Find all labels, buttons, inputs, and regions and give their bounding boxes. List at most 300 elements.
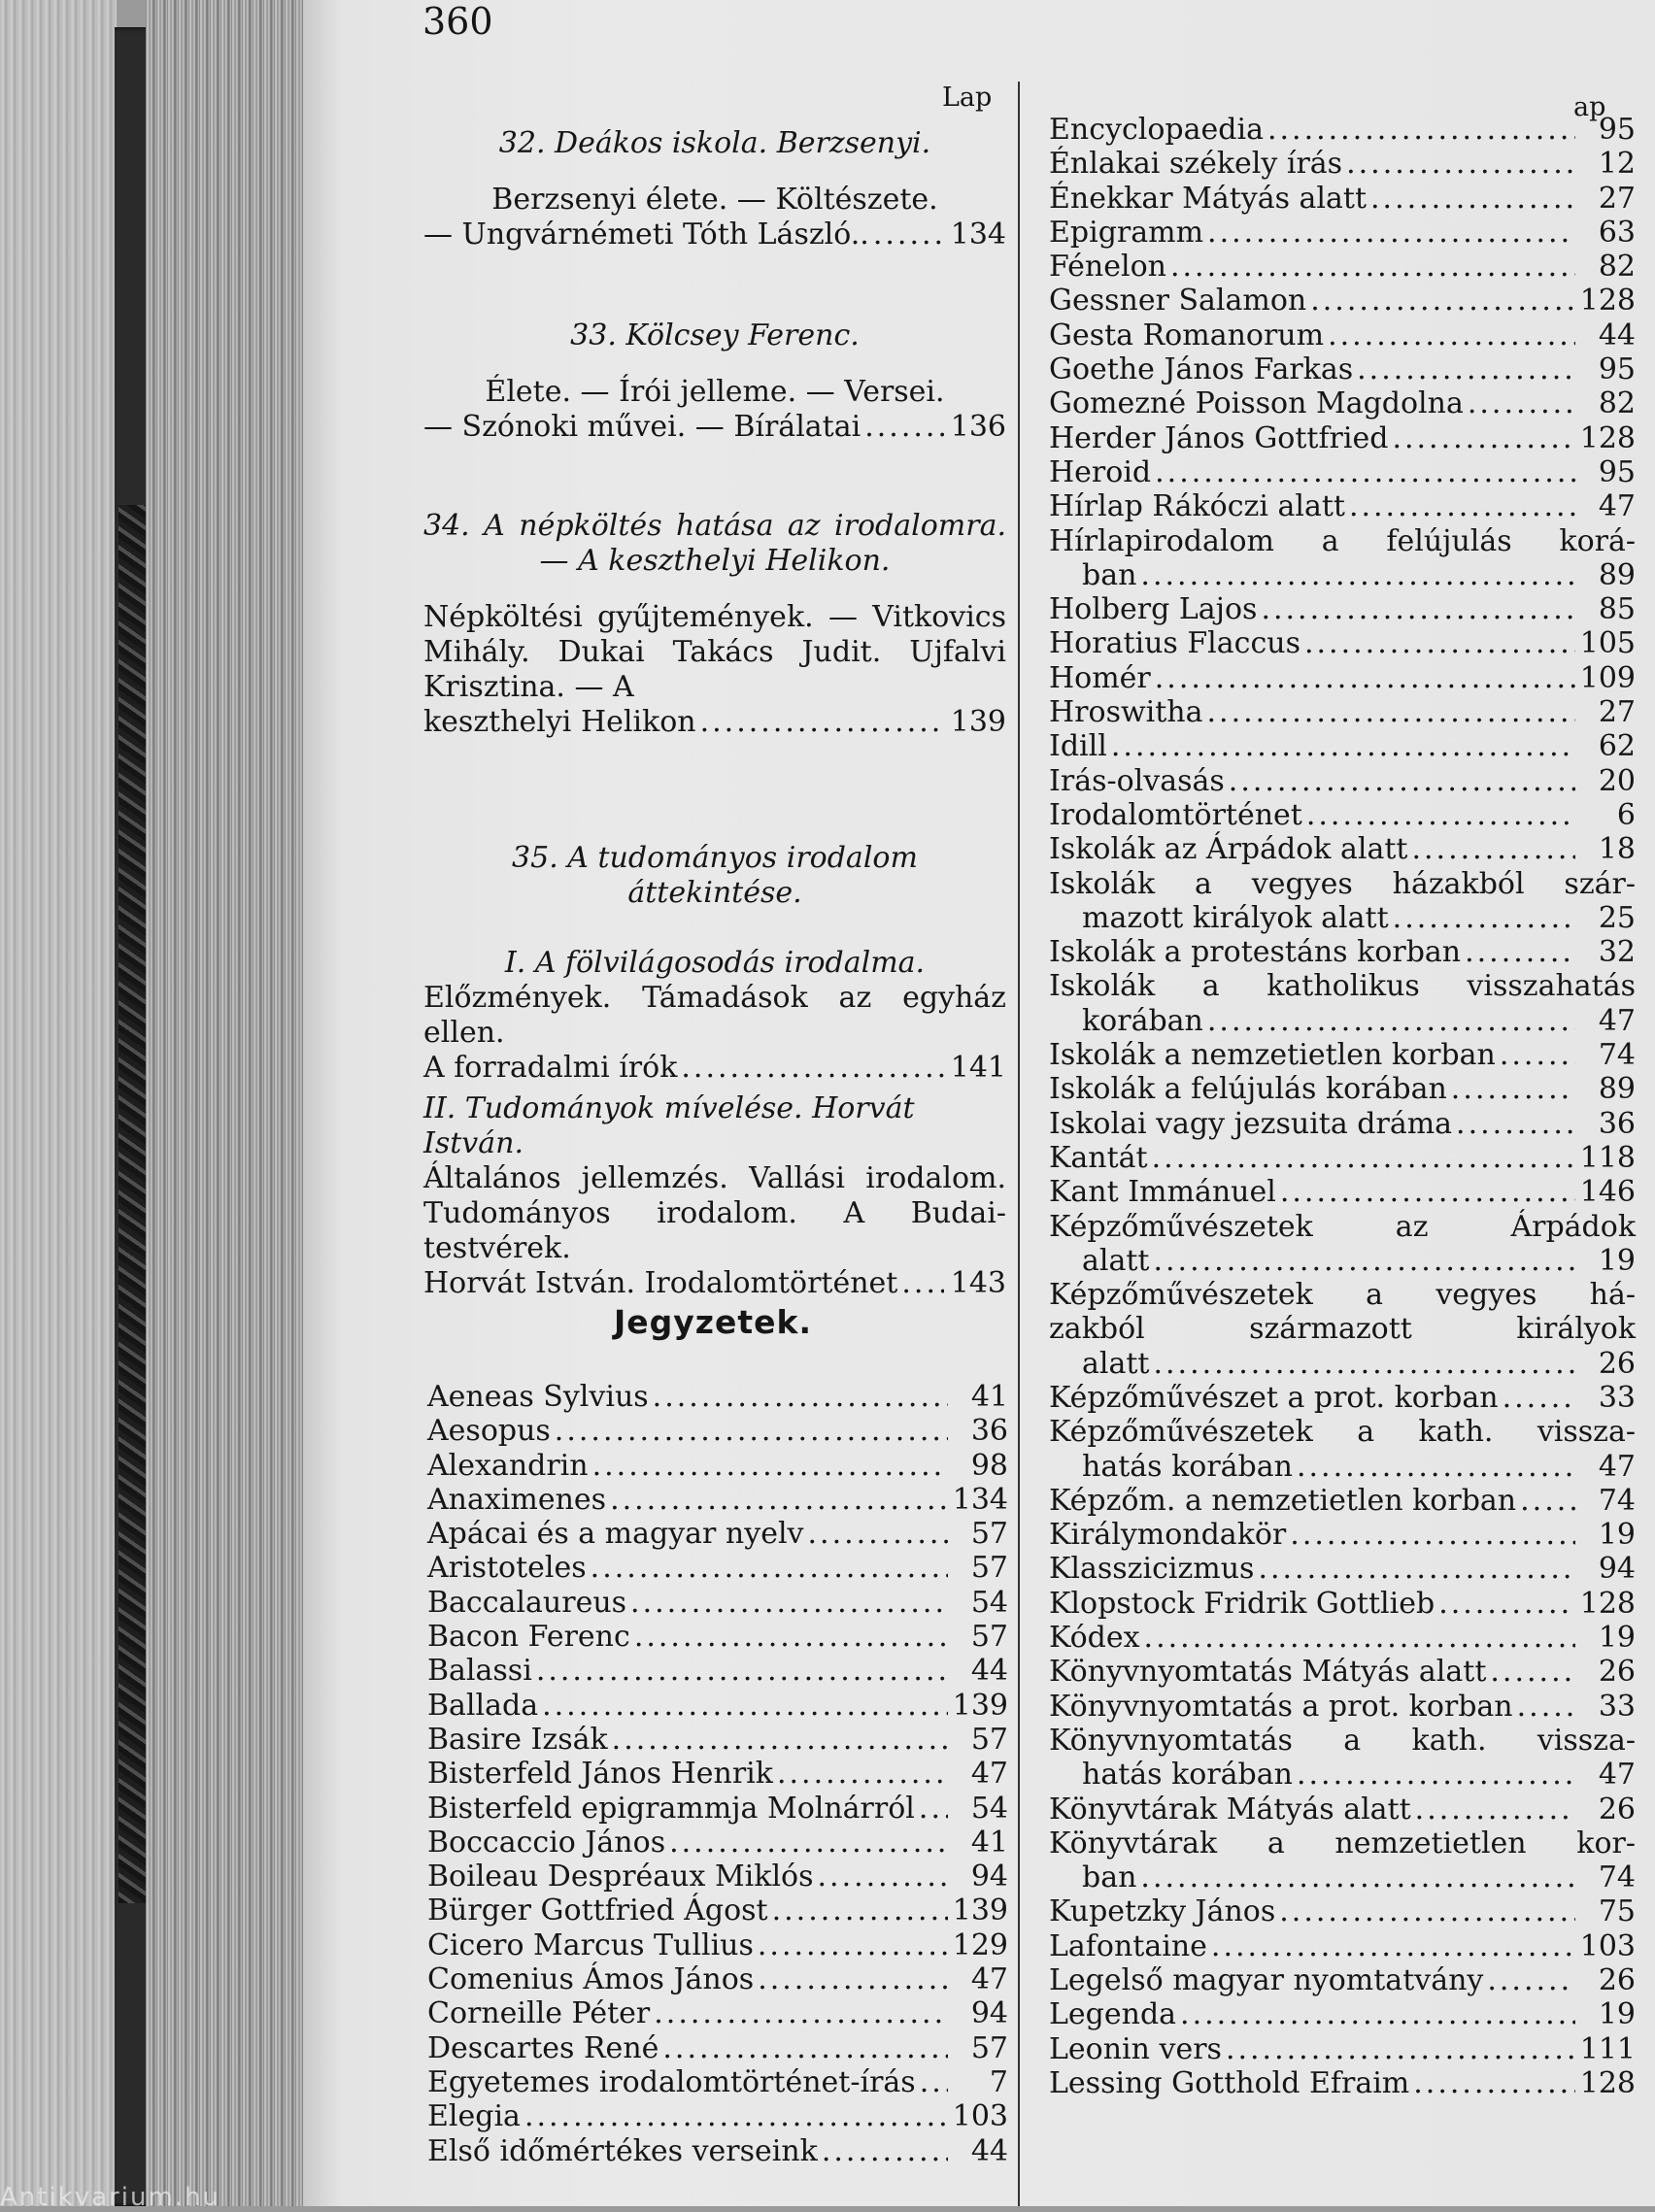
leader-dots bbox=[1180, 1997, 1575, 2031]
leader-dots bbox=[1261, 592, 1575, 626]
index-entry-text: Hroswitha bbox=[1049, 695, 1203, 730]
page-ref: 25 bbox=[1598, 900, 1636, 935]
index-entry-text: Heroid bbox=[1049, 454, 1152, 489]
page-ref: 74 bbox=[1598, 1038, 1636, 1073]
page-ref: 12 bbox=[1598, 147, 1636, 182]
index-entry bbox=[427, 1757, 1008, 1791]
index-entry-text: Bacon Ferenc bbox=[427, 1620, 630, 1655]
page-ref: 26 bbox=[1598, 1346, 1636, 1381]
index-entry bbox=[1049, 1484, 1636, 1518]
page-ref: 139 bbox=[950, 705, 1006, 739]
index-entry-text: Herder János Gottfried bbox=[1049, 420, 1389, 455]
section-35 bbox=[423, 841, 1006, 1301]
leader-dots bbox=[818, 1860, 949, 1894]
leader-dots bbox=[1500, 1038, 1575, 1072]
index-entry bbox=[1049, 147, 1636, 181]
page-ref: 36 bbox=[1598, 1106, 1636, 1141]
page-ref: 19 bbox=[1598, 1518, 1636, 1553]
index-entry-text: Lessing Gotthold Efraim bbox=[1049, 2065, 1410, 2100]
index-entry-text: Klasszicizmus bbox=[1049, 1552, 1255, 1587]
index-entry-text: Comenius Ámos János bbox=[427, 1962, 755, 1997]
page-ref: 95 bbox=[1598, 454, 1636, 489]
left-lap-label: Lap bbox=[942, 83, 993, 113]
leader-dots bbox=[920, 2065, 948, 2099]
index-entry bbox=[427, 1723, 1008, 1757]
index-entry-text: Képzőművészetek a vegyes há- bbox=[1049, 1278, 1636, 1313]
index-entry-text: Hírlapirodalom a felújulás korá- bbox=[1049, 523, 1636, 558]
page-ref: 94 bbox=[970, 1996, 1008, 2031]
index-entry bbox=[1049, 284, 1636, 318]
leader-dots bbox=[555, 1414, 948, 1448]
index-entry-text: Képzőm. a nemzetietlen korban bbox=[1049, 1483, 1517, 1518]
index-entry bbox=[1049, 935, 1636, 969]
page-ref: 44 bbox=[970, 2133, 1008, 2168]
index-entry-text: Goethe János Farkas bbox=[1049, 352, 1354, 387]
index-entry bbox=[427, 1380, 1008, 1414]
leader-dots bbox=[1258, 1552, 1575, 1586]
section-title: 33. Kölcsey Ferenc. bbox=[570, 318, 860, 352]
index-entry bbox=[427, 1826, 1008, 1860]
index-entry-text: Iskolák a felújulás korában bbox=[1049, 1072, 1447, 1107]
page-ref: 26 bbox=[1598, 1963, 1636, 1998]
index-entry-text: Ballada bbox=[427, 1688, 539, 1723]
index-entry bbox=[1049, 1655, 1636, 1689]
index-entry-text: Legelső magyar nyomtatvány bbox=[1049, 1963, 1484, 1998]
page-ref: 75 bbox=[1598, 1894, 1636, 1929]
leader-dots bbox=[1226, 2032, 1575, 2066]
index-entry bbox=[1049, 318, 1636, 352]
index-entry bbox=[1049, 798, 1636, 832]
page-ref: 36 bbox=[970, 1414, 1008, 1449]
leader-dots bbox=[1153, 1347, 1575, 1381]
page-ref: 19 bbox=[1598, 1621, 1636, 1656]
page-ref: 18 bbox=[1598, 832, 1636, 867]
index-entry bbox=[1049, 352, 1636, 386]
index-entry bbox=[1049, 1381, 1636, 1415]
leader-dots bbox=[536, 1654, 948, 1688]
index-entry-text: hatás korában bbox=[1082, 1758, 1293, 1793]
page-ref: 111 bbox=[1579, 2031, 1636, 2066]
page-ref: 98 bbox=[970, 1448, 1008, 1483]
index-entry bbox=[1049, 969, 1636, 1038]
page-ref: 89 bbox=[1598, 1072, 1636, 1107]
index-entry bbox=[1049, 2066, 1636, 2100]
page-ref: 129 bbox=[952, 1927, 1008, 1962]
index-entry bbox=[427, 1996, 1008, 2030]
index-entry-text: Bisterfeld epigrammja Molnárról bbox=[427, 1791, 915, 1826]
page-ref: 85 bbox=[1598, 592, 1636, 627]
section-entry: Horvát István. Irodalomtörténet ..... 143 bbox=[423, 1266, 1006, 1301]
leader-dots bbox=[1111, 729, 1575, 763]
leader-dots bbox=[662, 2031, 948, 2065]
page-ref: 95 bbox=[1598, 113, 1636, 147]
index-entry bbox=[1049, 592, 1636, 626]
index-entry-text: Encyclopaedia bbox=[1049, 113, 1264, 147]
index-entry bbox=[427, 1586, 1008, 1620]
background-wall bbox=[0, 0, 117, 2206]
page-ref: 47 bbox=[1598, 489, 1636, 524]
page-ref: 47 bbox=[1598, 1758, 1636, 1793]
index-entry bbox=[1049, 1141, 1636, 1175]
leader-dots bbox=[1290, 1518, 1575, 1552]
leader-dots bbox=[1490, 1655, 1575, 1689]
index-entry bbox=[427, 2065, 1008, 2099]
index-entry bbox=[427, 2031, 1008, 2065]
leader-dots bbox=[1413, 2066, 1575, 2100]
page-ref: 6 bbox=[1616, 797, 1636, 832]
index-entry bbox=[1049, 1072, 1636, 1106]
index-entry-text: Hírlap Rákóczi alatt bbox=[1049, 489, 1345, 524]
index-entry bbox=[1049, 216, 1636, 250]
index-entry bbox=[427, 1654, 1008, 1688]
index-entry-text: Könyvnyomtatás a prot. korban bbox=[1049, 1689, 1513, 1724]
leader-dots bbox=[1438, 1587, 1575, 1621]
index-entry-text: Iskolák a vegyes házakból szár- bbox=[1049, 866, 1636, 901]
page-ref: 19 bbox=[1598, 1243, 1636, 1278]
leader-dots bbox=[1370, 182, 1575, 216]
book-page bbox=[303, 0, 1655, 2206]
page-ref: 128 bbox=[1579, 2065, 1636, 2100]
page-ref: 44 bbox=[1598, 318, 1636, 352]
page-ref: 47 bbox=[970, 1757, 1008, 1792]
index-entry-text: Iskolák a katholikus visszahatás bbox=[1049, 969, 1636, 1004]
section-title: 34. A népköltés hatása az irodalomra. — A keszthelyi Helikon. bbox=[423, 509, 1006, 578]
index-entry-text: Alexandrin bbox=[427, 1448, 589, 1483]
section-32 bbox=[423, 126, 1006, 252]
index-entry bbox=[1049, 1690, 1636, 1724]
section-title: 35. A tudományos irodalom áttekintése. bbox=[512, 841, 918, 910]
index-entry bbox=[1049, 1724, 1636, 1793]
index-entry bbox=[1049, 729, 1636, 763]
leader-dots bbox=[822, 2134, 948, 2168]
page-number: 360 bbox=[422, 0, 493, 43]
leader-dots bbox=[1280, 1175, 1575, 1209]
section-entry: — Ungvárnémeti Tóth László.. ..... 134 bbox=[423, 218, 1006, 252]
leader-dots bbox=[653, 1380, 948, 1414]
index-entry-text: Kupetzky János bbox=[1049, 1894, 1276, 1929]
leader-dots bbox=[1349, 489, 1575, 523]
watermark: Antikvarium.hu bbox=[0, 2183, 220, 2212]
index-entry bbox=[427, 1517, 1008, 1551]
index-entry-text: Boccaccio János bbox=[427, 1825, 666, 1860]
page-ref: 134 bbox=[950, 218, 1006, 251]
page-ref: 134 bbox=[952, 1482, 1008, 1517]
leader-dots bbox=[630, 1586, 948, 1620]
index-entry bbox=[427, 1483, 1008, 1517]
section-34 bbox=[423, 509, 1006, 740]
index-entry-text: Képzőművészetek az Árpádok bbox=[1049, 1209, 1636, 1244]
index-entry-text: Énekkar Mátyás alatt bbox=[1049, 181, 1367, 216]
index-entry bbox=[1049, 524, 1636, 593]
leader-dots bbox=[919, 1792, 948, 1826]
left-index-list bbox=[427, 1380, 1008, 2168]
notes-heading: Jegyzetek. bbox=[614, 1303, 813, 1341]
page-ref: 141 bbox=[950, 1051, 1006, 1085]
index-entry-text: alatt bbox=[1082, 1346, 1150, 1381]
index-entry-text: alatt bbox=[1082, 1243, 1150, 1278]
index-entry bbox=[1049, 1107, 1636, 1141]
page-ref: 139 bbox=[952, 1894, 1008, 1928]
index-entry-text: Descartes René bbox=[427, 2030, 659, 2065]
index-entry bbox=[1049, 421, 1636, 455]
index-entry-text: Anaximenes bbox=[427, 1482, 607, 1517]
page-ref: 57 bbox=[970, 1517, 1008, 1552]
leader-dots bbox=[1304, 626, 1575, 660]
section-title: 32. Deákos iskola. Berzsenyi. bbox=[498, 126, 931, 160]
page-ref: 74 bbox=[1598, 1483, 1636, 1518]
index-entry-text: Irás-olvasás bbox=[1049, 763, 1225, 798]
index-entry-text: Lafontaine bbox=[1049, 1928, 1207, 1963]
leader-dots bbox=[542, 1689, 948, 1723]
leader-dots bbox=[1487, 1963, 1575, 1997]
index-entry-text: Leonin vers bbox=[1049, 2031, 1222, 2066]
page-fore-edge bbox=[146, 0, 306, 2206]
page-ref: 89 bbox=[1598, 557, 1636, 592]
section-entry: — Szónoki művei. — Bírálatai ..... 136 bbox=[423, 410, 1006, 445]
page-ref: 136 bbox=[950, 410, 1006, 444]
page-ref: 57 bbox=[970, 1620, 1008, 1655]
right-index-list bbox=[1049, 113, 1636, 2100]
index-entry bbox=[1049, 113, 1636, 147]
index-entry bbox=[1049, 1210, 1636, 1279]
section-entry: A forradalmi írók ..... 141 bbox=[423, 1051, 1006, 1086]
index-entry-text: Énlakai székely írás bbox=[1049, 147, 1343, 182]
index-entry bbox=[1049, 2032, 1636, 2066]
index-entry-text: Könyvtárak Mátyás alatt bbox=[1049, 1792, 1411, 1827]
index-entry bbox=[1049, 832, 1636, 866]
leader-dots bbox=[1211, 1929, 1575, 1963]
index-entry-text: Corneille Péter bbox=[427, 1996, 651, 2031]
index-entry-text: Képzőművészetek a kath. vissza- bbox=[1049, 1415, 1636, 1450]
leader-dots bbox=[1155, 661, 1575, 695]
leader-dots bbox=[1297, 1758, 1575, 1792]
leader-dots bbox=[758, 1962, 948, 1996]
page-ref: 118 bbox=[1579, 1140, 1636, 1175]
page-ref: 74 bbox=[1598, 1860, 1636, 1895]
index-entry-text: Legenda bbox=[1049, 1997, 1177, 2032]
leader-dots bbox=[1207, 1004, 1575, 1038]
index-entry bbox=[1049, 695, 1636, 729]
page-ref: 63 bbox=[1598, 215, 1636, 250]
index-entry bbox=[427, 1449, 1008, 1483]
page-ref: 128 bbox=[1579, 1586, 1636, 1621]
page-ref: 128 bbox=[1579, 420, 1636, 455]
leader-dots bbox=[1140, 1860, 1575, 1894]
leader-dots bbox=[1279, 1894, 1575, 1928]
page-ref: 47 bbox=[1598, 1449, 1636, 1484]
index-entry-text: Iskolák a nemzetietlen korban bbox=[1049, 1038, 1496, 1073]
leader-dots bbox=[1328, 318, 1575, 352]
index-entry bbox=[427, 1962, 1008, 1996]
leader-dots bbox=[1520, 1484, 1575, 1518]
index-entry-text: Kant Immánuel bbox=[1049, 1175, 1276, 1210]
index-entry-text: Első időmértékes verseink bbox=[427, 2133, 818, 2168]
leader-dots bbox=[1468, 386, 1575, 420]
leader-dots bbox=[592, 1449, 948, 1483]
index-entry-text: Idill bbox=[1049, 729, 1107, 764]
index-entry bbox=[1049, 1929, 1636, 1963]
subsection-body: Általános jellemzés. Vallási irodalom. Tudományos irodalom. A Budai-testvérek. bbox=[423, 1161, 1006, 1265]
subsection-body: Előzmények. Támadások az egyház ellen. bbox=[423, 981, 1006, 1050]
index-entry-text: Képzőművészet a prot. korban bbox=[1049, 1380, 1499, 1415]
leader-dots bbox=[758, 1928, 948, 1962]
page-ref: 26 bbox=[1598, 1655, 1636, 1690]
leader-dots bbox=[1411, 832, 1575, 866]
page-ref: 139 bbox=[952, 1688, 1008, 1723]
leader-dots bbox=[1297, 1450, 1575, 1484]
page-ref: 19 bbox=[1598, 1997, 1636, 2032]
leader-dots bbox=[1415, 1793, 1575, 1827]
leader-dots bbox=[654, 1996, 948, 2030]
index-entry bbox=[1049, 626, 1636, 660]
index-entry-text: Apácai és a magyar nyelv bbox=[427, 1517, 804, 1552]
leader-dots bbox=[772, 1894, 948, 1927]
page-ref: 103 bbox=[952, 2099, 1008, 2134]
page-ref: 82 bbox=[1598, 386, 1636, 421]
index-entry bbox=[427, 1551, 1008, 1585]
index-entry bbox=[1049, 1793, 1636, 1827]
page-ref: 44 bbox=[970, 1654, 1008, 1689]
leader-dots bbox=[1207, 695, 1576, 729]
index-entry-text: hatás korában bbox=[1082, 1449, 1293, 1484]
page-ref: 47 bbox=[970, 1962, 1008, 1997]
index-entry-text: Holberg Lajos bbox=[1049, 592, 1258, 627]
leader-dots bbox=[1152, 1141, 1575, 1175]
leader-dots bbox=[1392, 421, 1575, 455]
index-entry-text: zakból származott királyok bbox=[1049, 1312, 1636, 1347]
index-entry-text: Homér bbox=[1049, 660, 1151, 695]
index-entry bbox=[1049, 1552, 1636, 1586]
leader-dots bbox=[1310, 284, 1575, 318]
right-lap-label: ap bbox=[1573, 92, 1606, 122]
leader-dots bbox=[777, 1757, 948, 1791]
index-entry bbox=[1049, 1518, 1636, 1552]
index-entry-text: Horatius Flaccus bbox=[1049, 626, 1300, 661]
leader-dots bbox=[1267, 113, 1575, 147]
page-ref: 62 bbox=[1598, 729, 1636, 764]
index-entry bbox=[1049, 867, 1636, 936]
index-entry bbox=[1049, 1587, 1636, 1621]
leader-dots bbox=[1170, 250, 1575, 284]
index-entry bbox=[1049, 661, 1636, 695]
index-entry bbox=[1049, 1963, 1636, 1997]
leader-dots bbox=[669, 1826, 948, 1860]
index-entry-text: Kódex bbox=[1049, 1621, 1140, 1656]
index-entry bbox=[427, 1414, 1008, 1448]
leader-dots bbox=[591, 1551, 948, 1585]
index-entry bbox=[427, 1689, 1008, 1723]
section-body: Élete. — Írói jelleme. — Versei. bbox=[485, 375, 945, 409]
subsection-title: I. A fölvilágosodás irodalma. bbox=[504, 946, 926, 980]
index-entry bbox=[1049, 1415, 1636, 1484]
index-entry-text: Klopstock Fridrik Gottlieb bbox=[1049, 1586, 1435, 1621]
index-entry bbox=[1049, 1621, 1636, 1655]
index-entry bbox=[1049, 1894, 1636, 1928]
index-entry-text: Fénelon bbox=[1049, 250, 1166, 285]
page-ref: 128 bbox=[1579, 284, 1636, 318]
page-ref: 54 bbox=[970, 1585, 1008, 1620]
index-entry-text: Könyvnyomtatás Mátyás alatt bbox=[1049, 1655, 1487, 1690]
leader-dots bbox=[1346, 147, 1575, 181]
index-entry-text: korában bbox=[1082, 1003, 1203, 1038]
page-ref: 146 bbox=[1579, 1175, 1636, 1210]
index-entry-text: Epigramm bbox=[1049, 215, 1204, 250]
index-entry-text: Gomezné Poisson Magdolna bbox=[1049, 386, 1464, 421]
index-entry-text: Gessner Salamon bbox=[1049, 284, 1307, 318]
index-entry bbox=[1049, 1997, 1636, 2031]
index-entry-text: Boileau Despréaux Miklós bbox=[427, 1860, 814, 1894]
index-entry bbox=[1049, 764, 1636, 798]
index-entry bbox=[427, 1860, 1008, 1894]
index-entry bbox=[1049, 250, 1636, 284]
leader-dots bbox=[1517, 1690, 1575, 1724]
page-ref: 94 bbox=[970, 1860, 1008, 1894]
index-entry bbox=[1049, 1278, 1636, 1381]
column-divider bbox=[1018, 82, 1020, 2206]
section-body: Népköltési gyűjtemények. — Vitkovics Mihály. Dukai Takács Judit. Ujfalvi Krisztina. — A bbox=[423, 600, 1006, 704]
leader-dots bbox=[808, 1517, 949, 1551]
section-entry: keszthelyi Helikon ..... 139 bbox=[423, 705, 1006, 740]
index-entry bbox=[1049, 455, 1636, 489]
leader-dots bbox=[1451, 1072, 1575, 1106]
index-entry-text: Balassi bbox=[427, 1654, 532, 1689]
index-entry bbox=[1049, 1038, 1636, 1072]
index-entry bbox=[427, 1792, 1008, 1826]
page-ref: 95 bbox=[1598, 352, 1636, 387]
leader-dots bbox=[524, 2099, 948, 2133]
leader-dots bbox=[610, 1483, 948, 1517]
index-entry-text: Iskolák a protestáns korban bbox=[1049, 935, 1462, 970]
index-entry-text: Irodalomtörténet bbox=[1049, 797, 1302, 832]
page-ref: 27 bbox=[1598, 181, 1636, 216]
index-entry-text: Bisterfeld János Henrik bbox=[427, 1757, 773, 1792]
cover-pattern bbox=[118, 505, 146, 1903]
page-ref: 57 bbox=[970, 2030, 1008, 2065]
leader-dots bbox=[634, 1620, 948, 1654]
page-ref: 33 bbox=[1598, 1380, 1636, 1415]
index-entry bbox=[1049, 1175, 1636, 1209]
index-entry-text: Kantát bbox=[1049, 1140, 1148, 1175]
index-entry bbox=[1049, 386, 1636, 420]
leader-dots bbox=[1140, 558, 1575, 592]
page-ref: 41 bbox=[970, 1380, 1008, 1414]
page-ref: 82 bbox=[1598, 250, 1636, 285]
leader-dots bbox=[1153, 1244, 1575, 1278]
index-entry-text: Basire Izsák bbox=[427, 1722, 608, 1757]
index-entry-text: Elegia bbox=[427, 2099, 521, 2134]
index-entry-text: mazott királyok alatt bbox=[1082, 900, 1389, 935]
section-body: Berzsenyi élete. — Költészete. bbox=[491, 183, 938, 217]
leader-dots bbox=[1306, 798, 1575, 832]
index-entry-text: Gesta Romanorum bbox=[1049, 318, 1325, 352]
index-entry-text: Aeneas Sylvius bbox=[427, 1380, 649, 1414]
leader-dots bbox=[1207, 216, 1575, 250]
page-ref: 94 bbox=[1598, 1552, 1636, 1587]
leader-dots bbox=[1456, 1107, 1575, 1141]
index-entry bbox=[1049, 182, 1636, 216]
subsection-title: II. Tudományok mívelése. Horvát István. bbox=[423, 1091, 915, 1160]
leader-dots bbox=[1465, 935, 1575, 969]
index-entry bbox=[1049, 1827, 1636, 1895]
index-entry-text: Cicero Marcus Tullius bbox=[427, 1927, 754, 1962]
page-ref: 27 bbox=[1598, 695, 1636, 730]
index-entry-text: Baccalaureus bbox=[427, 1585, 627, 1620]
page-ref: 105 bbox=[1579, 626, 1636, 661]
index-entry bbox=[1049, 489, 1636, 523]
index-entry-text: Királymondakör bbox=[1049, 1518, 1287, 1553]
index-entry-text: Aristoteles bbox=[427, 1551, 587, 1586]
index-entry bbox=[427, 2099, 1008, 2133]
